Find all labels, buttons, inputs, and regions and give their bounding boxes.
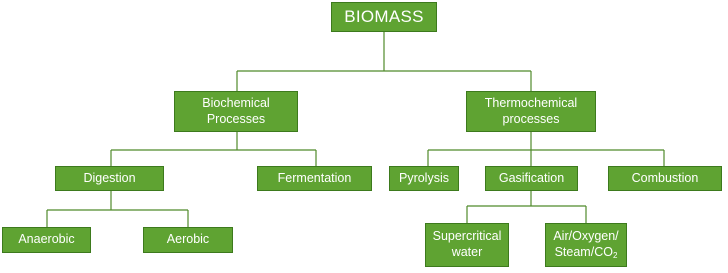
node-biomass <box>331 2 437 32</box>
node-pyrolysis-label: Pyrolysis <box>398 170 449 185</box>
node-thermochemical-processes <box>466 91 596 132</box>
node-air-oxygen-label-subscript: 2 <box>612 250 618 260</box>
node-biochemical-label-line2: Processes <box>206 111 266 126</box>
node-thermochemical-label-line1: Thermochemical <box>484 95 578 110</box>
node-biochemical-label-line1: Biochemical <box>202 95 270 110</box>
node-biomass-label: BIOMASS <box>344 7 424 27</box>
node-combustion <box>608 166 722 191</box>
node-digestion <box>55 166 164 191</box>
node-air-oxygen-label-line2 <box>553 245 618 261</box>
node-fermentation-label: Fermentation <box>277 170 352 185</box>
node-aerobic-label: Aerobic <box>166 232 210 247</box>
node-digestion-label: Digestion <box>83 170 136 185</box>
node-air-oxygen-label-line1: Air/Oxygen/ <box>553 229 619 244</box>
node-aerobic <box>143 227 233 253</box>
node-supercritical-label-line2: water <box>451 245 483 259</box>
node-thermochemical-label-line2: processes <box>502 111 560 126</box>
node-biochemical-processes <box>174 91 298 132</box>
node-pyrolysis <box>389 166 459 191</box>
node-combustion-label: Combustion <box>631 170 699 185</box>
node-supercritical-label-line1: Supercritical <box>432 229 502 244</box>
node-air-oxygen-label-line2-prefix: Steam/CO <box>554 244 613 259</box>
node-supercritical-water <box>425 223 509 267</box>
node-gasification-label: Gasification <box>498 170 565 185</box>
node-anaerobic-label: Anaerobic <box>18 232 75 247</box>
node-gasification <box>485 166 578 191</box>
node-fermentation <box>257 166 372 191</box>
node-air-oxygen-steam-co2 <box>545 223 627 267</box>
node-anaerobic <box>2 227 91 253</box>
